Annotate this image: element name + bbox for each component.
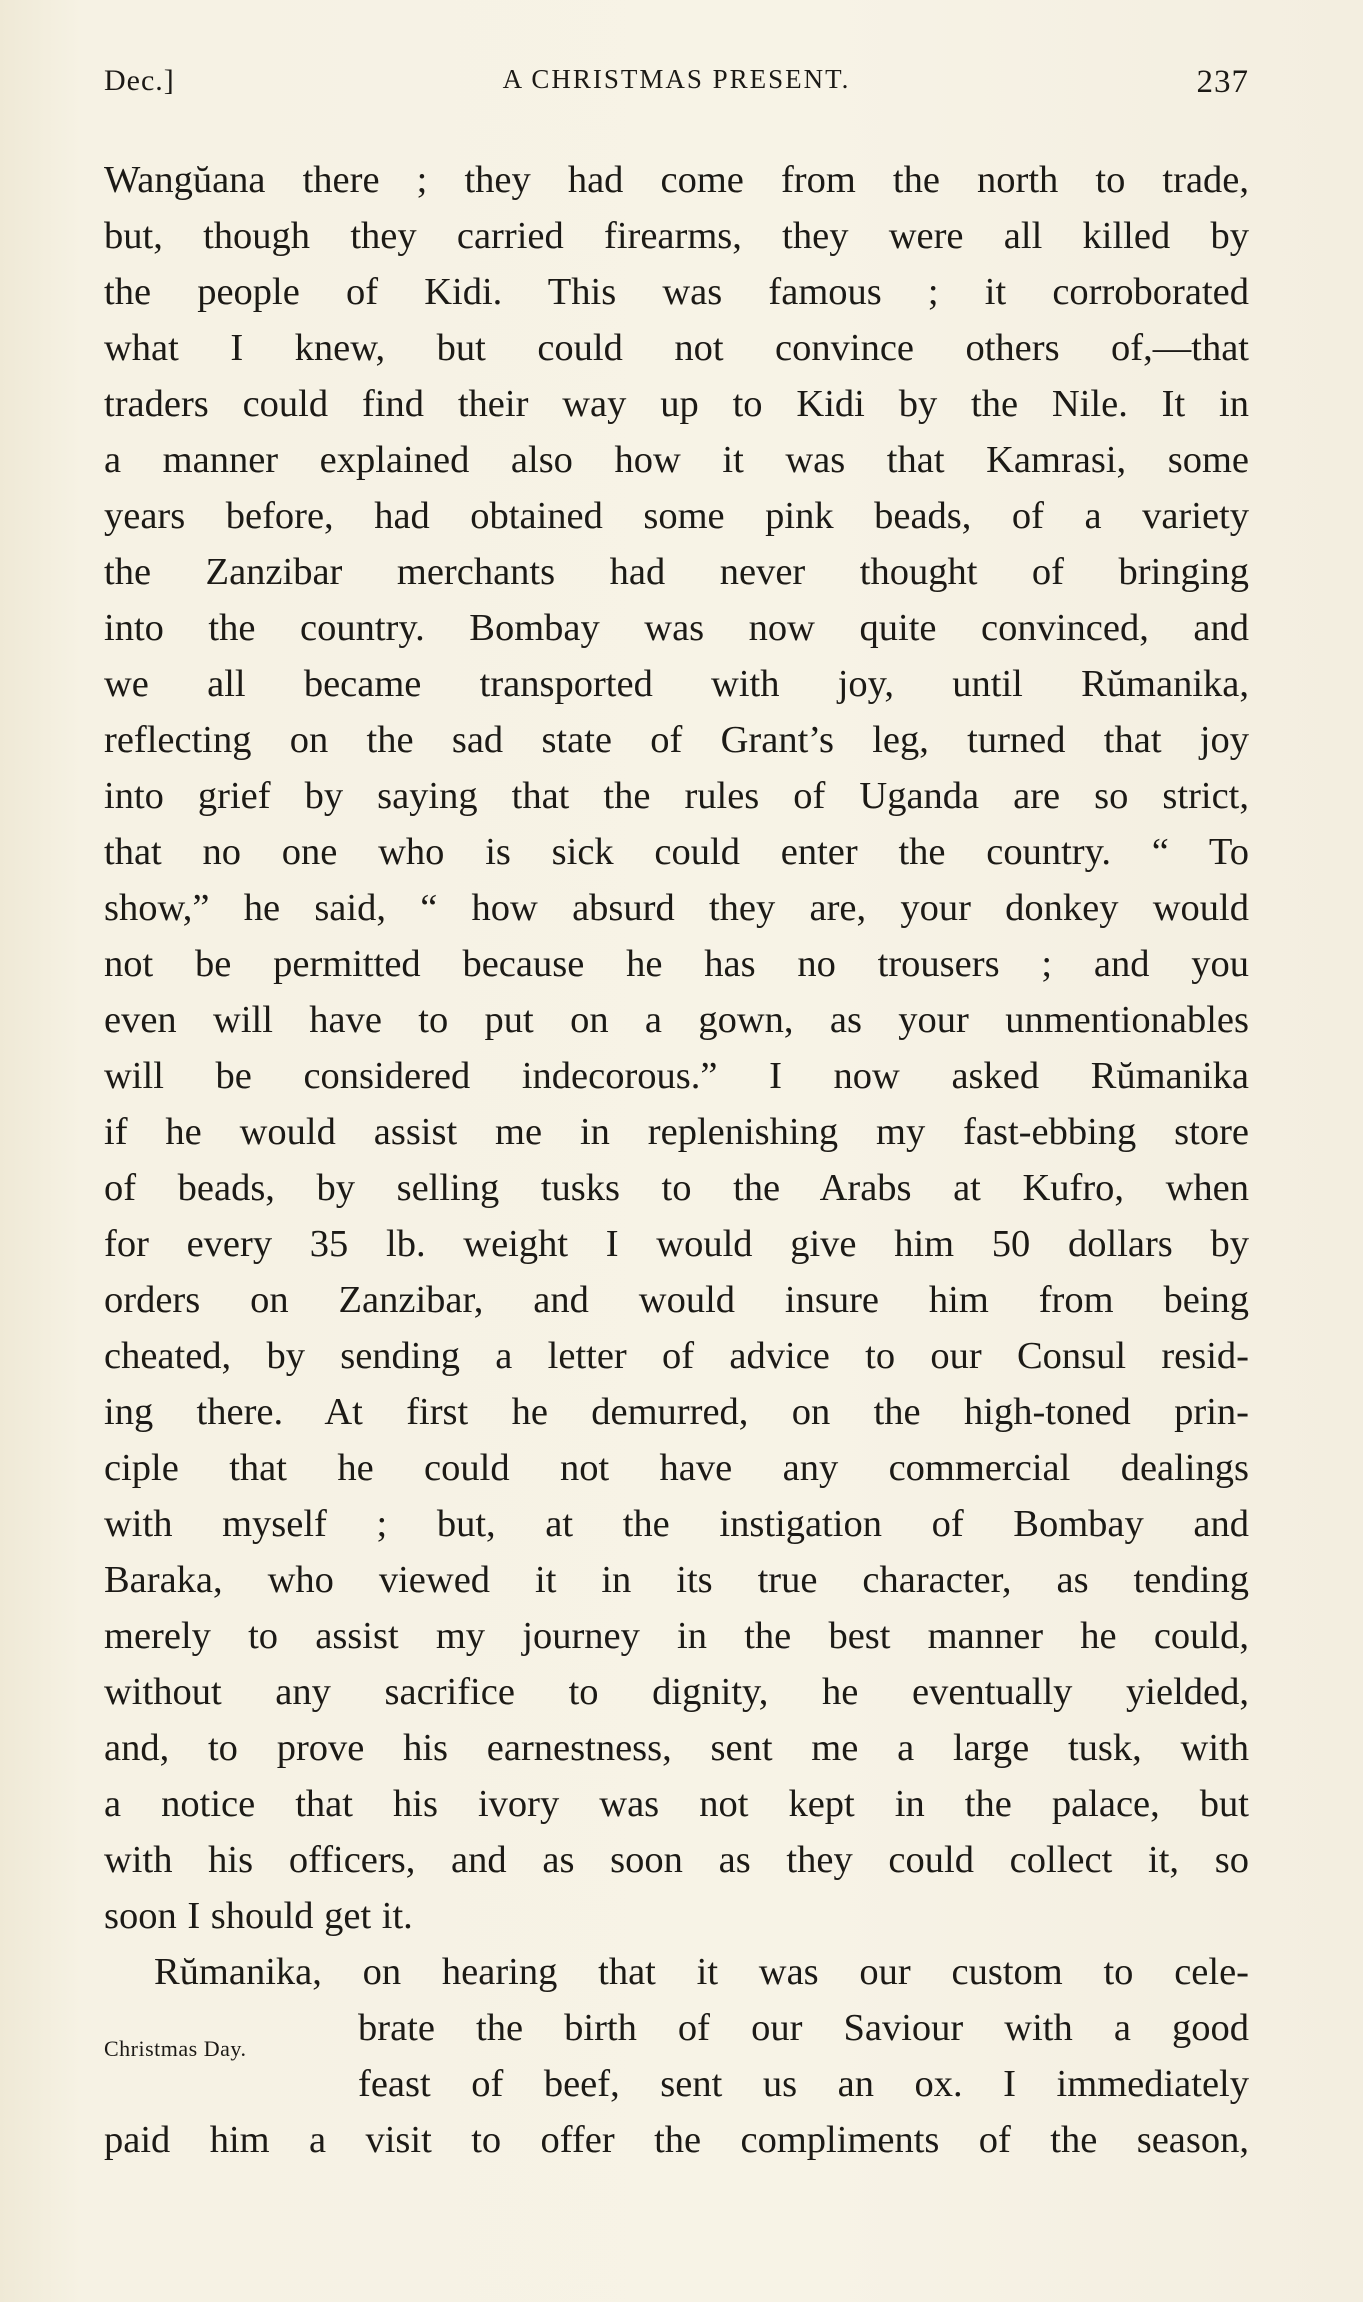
text-line: Baraka, who viewed it in its true character, as tending (104, 1559, 1249, 1601)
text-line: a notice that his ivory was not kept in the palace, but (104, 1783, 1249, 1825)
text-line: what I knew, but could not convince others of,—that (104, 327, 1249, 369)
text-line: orders on Zanzibar, and would insure him from being (104, 1279, 1249, 1321)
text-line: years before, had obtained some pink beads, of a variety (104, 495, 1249, 537)
text-line: with his officers, and as soon as they could collect it, so (104, 1839, 1249, 1881)
page-number: 237 (1196, 64, 1249, 100)
text-line: merely to assist my journey in the best manner he could, (104, 1615, 1249, 1657)
text-line: with myself ; but, at the instigation of Bombay and (104, 1503, 1249, 1545)
text-line: into the country. Bombay was now quite convinced, and (104, 607, 1249, 649)
text-line: and, to prove his earnestness, sent me a large tusk, with (104, 1727, 1249, 1769)
text-line: Wangŭana there ; they had come from the north to trade, (104, 159, 1249, 201)
text-line: reflecting on the sad state of Grant’s leg, turned that joy (104, 719, 1249, 761)
text-line: a manner explained also how it was that Kamrasi, some (104, 439, 1249, 481)
text-line: show,” he said, “ how absurd they are, your donkey would (104, 887, 1249, 929)
paragraph2-line: Rŭmanika, on hearing that it was our custom to cele- (154, 1951, 1249, 1993)
text-line: we all became transported with joy, until Rŭmanika, (104, 663, 1249, 705)
text-line: the Zanzibar merchants had never thought of bringing (104, 551, 1249, 593)
text-line: traders could find their way up to Kidi by the Nile. It in (104, 383, 1249, 425)
paragraph2-line: feast of beef, sent us an ox. I immediately (358, 2063, 1249, 2105)
text-line: ciple that he could not have any commercial dealings (104, 1447, 1249, 1489)
body-text (104, 152, 1249, 2168)
text-line: the people of Kidi. This was famous ; it corroborated (104, 271, 1249, 313)
text-line: even will have to put on a gown, as your unmentionables (104, 999, 1249, 1041)
text-line: that no one who is sick could enter the country. “ To (104, 831, 1249, 873)
running-head-title: A CHRISTMAS PRESENT. (502, 64, 851, 94)
text-line: for every 35 lb. weight I would give him 50 dollars by (104, 1223, 1249, 1265)
text-line: ing there. At first he demurred, on the high-toned prin- (104, 1391, 1249, 1433)
paragraph2-line: brate the birth of our Saviour with a good (358, 2007, 1249, 2049)
text-line: cheated, by sending a letter of advice to our Consul resid- (104, 1335, 1249, 1377)
text-line: but, though they carried firearms, they were all killed by (104, 215, 1249, 257)
text-line: without any sacrifice to dignity, he eventually yielded, (104, 1671, 1249, 1713)
text-line: not be permitted because he has no trousers ; and you (104, 943, 1249, 985)
text-line: will be considered indecorous.” I now asked Rŭmanika (104, 1055, 1249, 1097)
running-head (104, 64, 1249, 108)
paragraph2-line: paid him a visit to offer the compliments of the season, (104, 2119, 1249, 2161)
marginal-sidenote: Christmas Day. (104, 2036, 247, 2061)
text-line: into grief by saying that the rules of Uganda are so strict, (104, 775, 1249, 817)
running-head-month: Dec.] (104, 64, 175, 97)
text-line: if he would assist me in replenishing my fast-ebbing store (104, 1111, 1249, 1153)
text-line: of beads, by selling tusks to the Arabs at Kufro, when (104, 1167, 1249, 1209)
text-line: soon I should get it. (104, 1895, 413, 1937)
